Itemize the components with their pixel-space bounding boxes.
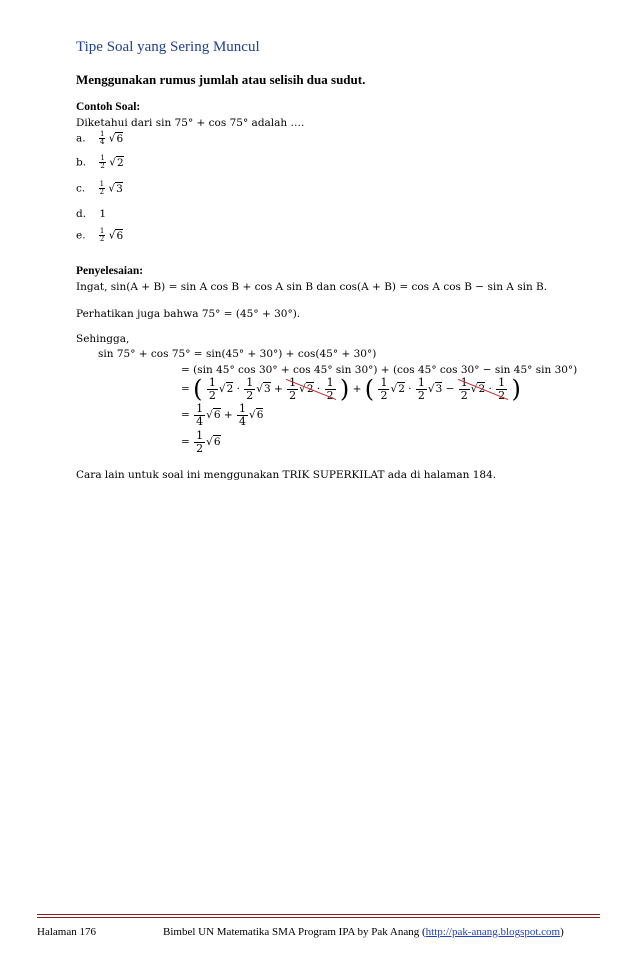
option-coefficient: $\frac{1}{2}$ (99, 180, 105, 196)
option-letter: e. (76, 229, 86, 242)
option-b (76, 155, 124, 170)
solution-label: Penyelesaian: (76, 265, 144, 277)
example-label: Contoh Soal: (76, 101, 141, 113)
derivation-line-5: = $\frac{1}{2}$ √6 (181, 429, 221, 455)
derivation-line-3: = ( $\frac{1}{2}$ √2 · $\frac{1}{2}$ √3 + $\frac{1}{2}$ √2 · $\frac{1}{2}$ ) + ( $\frac{1}{2}$ √2 · $\frac{1}{2}$ √3 − $\frac{1}{2}$ √2 · $\frac{1}{2}$ ) (181, 375, 521, 403)
section-subtitle: Menggunakan rumus jumlah atau selisih dua sudut. (76, 72, 366, 87)
option-value: 1 (99, 208, 107, 220)
cancelled-term: $\frac{1}{2}$ √2 · $\frac{1}{2}$ (286, 377, 336, 401)
derivation-line-2: = (sin 45° cos 30° + cos 45° sin 30°) + (cos 45° cos 30° − sin 45° sin 30°) (181, 364, 578, 376)
option-e (76, 228, 123, 243)
footer-link[interactable]: http://pak-anang.blogspot.com (425, 926, 561, 938)
solution-note: Perhatikan juga bahwa 75° = (45° + 30°). (76, 308, 301, 320)
option-d (76, 208, 106, 220)
option-letter: c. (76, 182, 86, 195)
sqrt-expression: √6 (108, 132, 124, 145)
footer-rule-thin (37, 917, 600, 918)
cancelled-term: $\frac{1}{2}$ √2 · $\frac{1}{2}$ (458, 377, 508, 401)
page-header-title: Tipe Soal yang Sering Muncul (76, 39, 260, 55)
sqrt-expression: √3 (108, 182, 123, 195)
option-coefficient: $\frac{1}{4}$ (99, 130, 105, 146)
footer-page-number: Halaman 176 (37, 926, 96, 938)
derivation-line-1: sin 75° + cos 75° = sin(45° + 30°) + cos(45° + 30°) (98, 348, 377, 360)
option-coefficient: $\frac{1}{2}$ (99, 227, 105, 243)
footer-rule (37, 914, 600, 915)
example-question: Diketahui dari sin 75° + cos 75° adalah …. (76, 117, 305, 129)
sqrt-expression: √6 (108, 229, 124, 242)
option-letter: b. (76, 156, 87, 169)
sqrt-expression: √2 (109, 156, 124, 169)
derivation-line-4: = $\frac{1}{4}$ √6 + $\frac{1}{4}$ √6 (181, 402, 264, 428)
footer-credit-text: Bimbel UN Matematika SMA Program IPA by Pak Anang ( (163, 926, 426, 938)
solution-thus: Sehingga, (76, 333, 130, 345)
solution-recall: Ingat, sin(A + B) = sin A cos B + cos A sin B dan cos(A + B) = cos A cos B − sin A sin B. (76, 281, 548, 293)
footer-credit (163, 926, 564, 938)
option-letter: d. (76, 208, 87, 220)
option-c (76, 181, 123, 196)
option-a (76, 131, 123, 146)
option-coefficient: $\frac{1}{2}$ (100, 154, 105, 170)
option-letter: a. (76, 132, 86, 145)
footer-credit-close: ) (560, 926, 564, 938)
closing-note: Cara lain untuk soal ini menggunakan TRIK SUPERKILAT ada di halaman 184. (76, 469, 497, 481)
